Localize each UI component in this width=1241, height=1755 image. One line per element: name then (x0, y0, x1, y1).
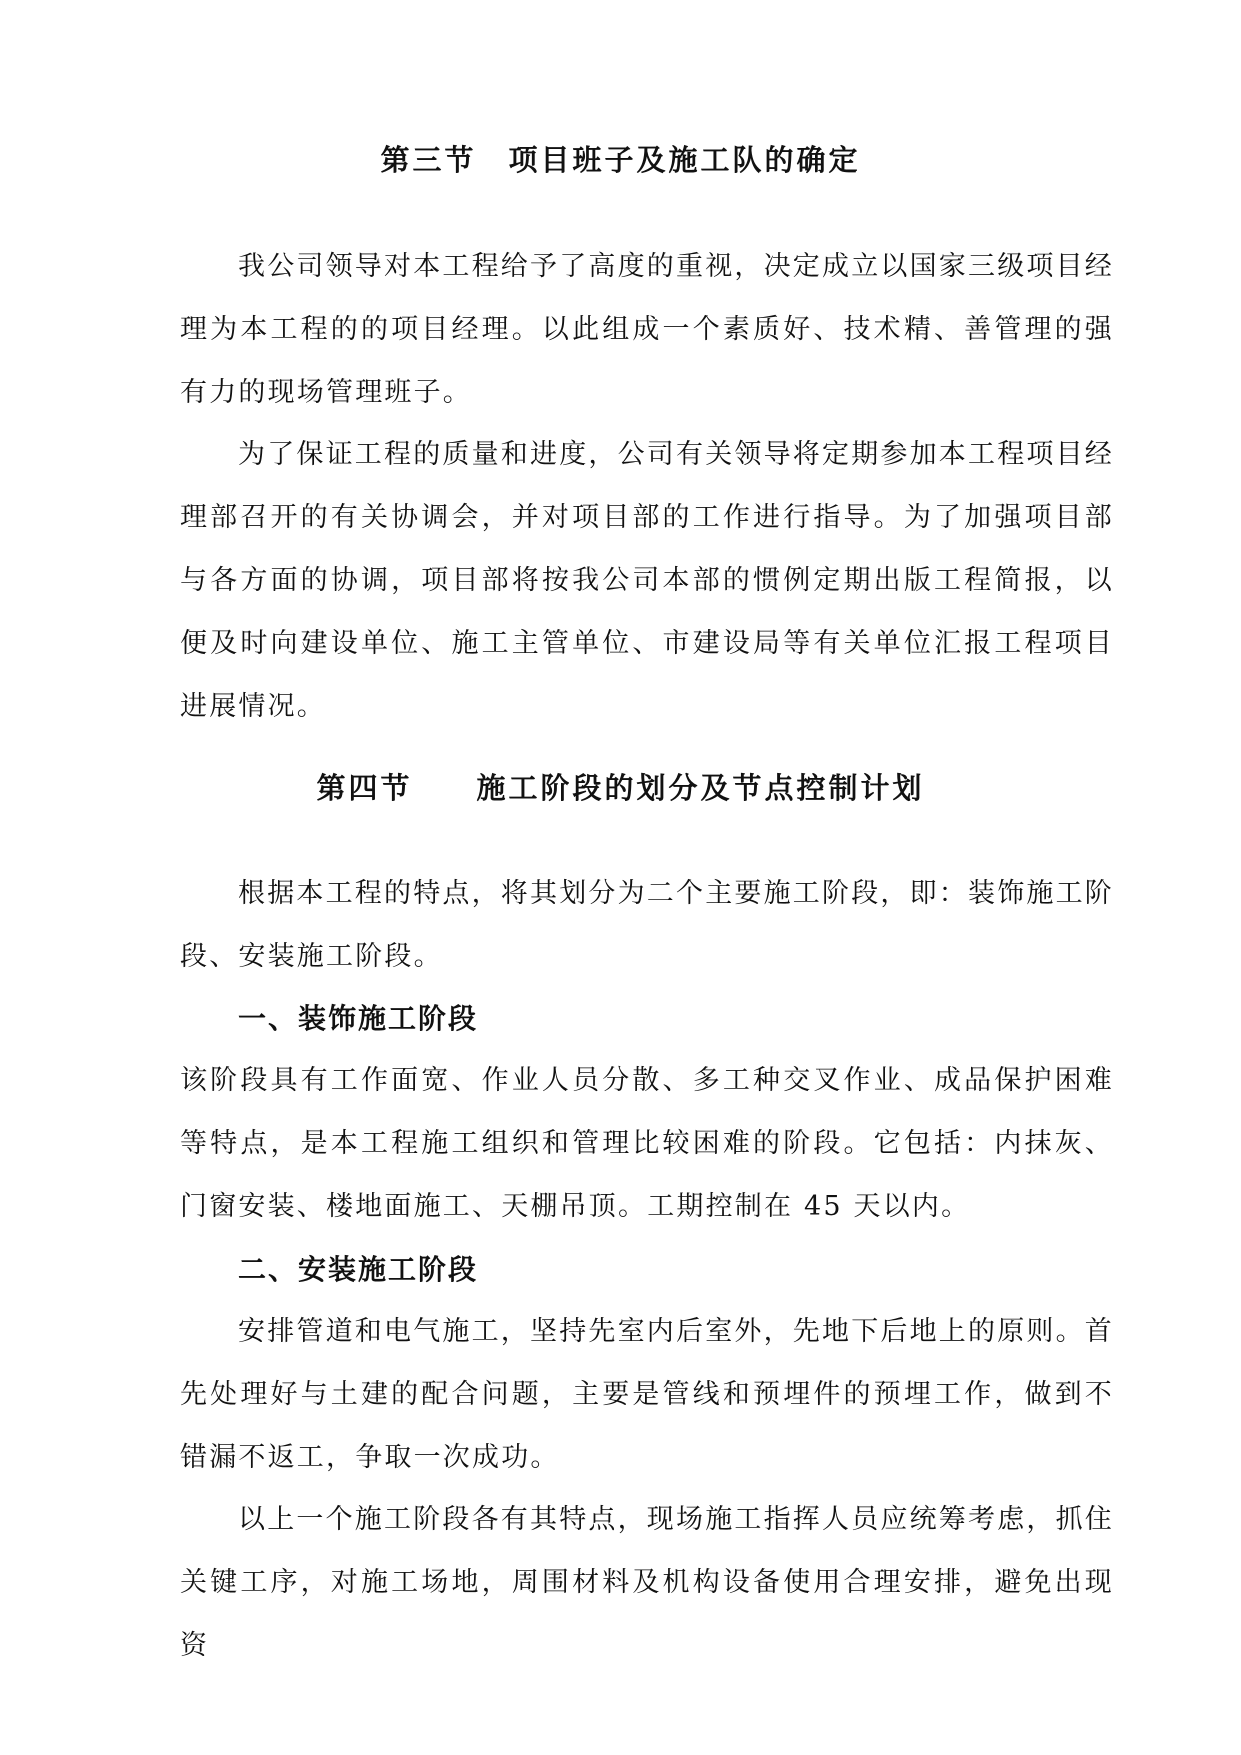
section-3-paragraph-1: 我公司领导对本工程给予了高度的重视，决定成立以国家三级项目经理为本工程的的项目经理。以此组成一个素质好、技术精、善管理的强有力的现场管理班子。 (180, 251, 1114, 408)
closing-paragraph: 以上一个施工阶段各有其特点，现场施工指挥人员应统筹考虑，抓住关键工序，对施工场地，周围材料及机构设备使用合理安排，避免出现资 (180, 1504, 1114, 1661)
subsection-1-heading: 一、装饰施工阶段 (238, 1002, 479, 1035)
section-4-intro: 根据本工程的特点，将其划分为二个主要施工阶段，即：装饰施工阶段、安装施工阶段。 (180, 878, 1114, 972)
section-4-title: 第四节 施工阶段的划分及节点控制计划 (316, 771, 925, 805)
subsection-2-text: 安排管道和电气施工，坚持先室内后室外，先地下后地上的原则。首先处理好与土建的配合问题，主要是管线和预埋件的预埋工作，做到不错漏不返工，争取一次成功。 (180, 1316, 1114, 1473)
subsection-2-heading: 二、安装施工阶段 (238, 1253, 479, 1286)
subsection-1-text: 该阶段具有工作面宽、作业人员分散、多工种交叉作业、成品保护困难等特点，是本工程施工组织和管理比较困难的阶段。它包括：内抹灰、门窗安装、楼地面施工、天棚吊顶。工期控制在 45 天以内。 (180, 1065, 1114, 1222)
section-3-title: 第三节 项目班子及施工队的确定 (380, 143, 861, 177)
section-3-paragraph-2: 为了保证工程的质量和进度，公司有关领导将定期参加本工程项目经理部召开的有关协调会，并对项目部的工作进行指导。为了加强项目部与各方面的协调，项目部将按我公司本部的惯例定期出版工程简报，以便及时向建设单位、施工主管单位、市建设局等有关单位汇报工程项目进展情况。 (180, 439, 1114, 722)
